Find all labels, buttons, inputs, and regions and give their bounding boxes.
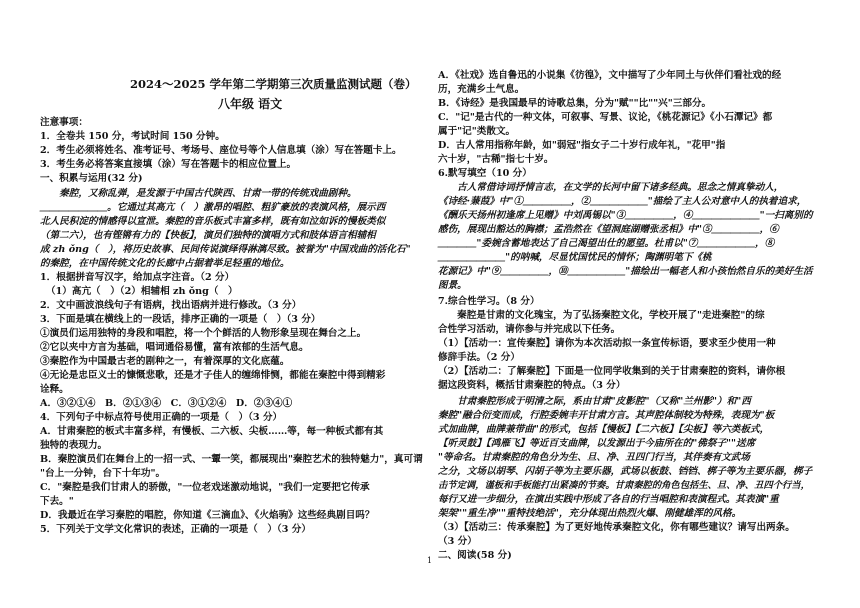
option-line: B．秦腔演员们在舞台上的一招一式、一颦一笑，都展现出"秦腔艺术的独特魅力"，真可谓 [40, 454, 423, 465]
q6-line: 花源记》中"⑨＿＿＿＿＿，⑩＿＿＿＿＿＿"描绘出一幅老人和小孩怡然自乐的美好生活 [438, 266, 813, 277]
passage-line: 的秦腔，在中国传统文化的长廊中占据着举足轻重的地位。 [40, 258, 290, 269]
option-line: 六十岁，"古稀"指七十岁。 [438, 154, 554, 165]
question-3-choices: A．③②①④ B．②①③④ C．③①②④ D．②③④① [40, 398, 293, 409]
task-2-line: 据这段资料，概括甘肃秦腔的特点。（3 分） [438, 380, 626, 391]
passage-line: （第二六），也有铿锵有力的【快板】，演员们独特的演唱方式和肢体语言相辅相 [40, 230, 376, 241]
option-line: 诠释。 [40, 384, 69, 395]
question-2: 2．文中画波浪线句子有语病，找出语病并进行修改。（3 分） [40, 300, 302, 311]
option-line: A．《社戏》选自鲁迅的小说集《彷徨》，文中描写了少年同土与伙伴们看社戏的经 [438, 70, 782, 81]
option-line: 下去。" [40, 496, 74, 507]
option-line: D．我最近在学习秦腔的唱腔，你知道《三滴血》、《火焰驹》这些经典剧目吗？ [40, 510, 375, 521]
q7-intro-line: 合性学习活动，请你参与并完成以下任务。 [438, 324, 621, 335]
question-1-items: （1）高亢（ ）（2）相辅相 zh ǒng（ ） [46, 286, 238, 297]
q6-line: 感伤，展现出豁达的胸襟；孟浩然在《望洞庭湖赠张丞相》中"⑤＿＿＿＿＿，⑥ [438, 224, 779, 235]
question-1: 1．根据拼音写汉字，给加点字注音。（2 分） [40, 272, 235, 283]
material-line: 甘肃秦腔形成于明清之际，系由甘肃"皮影腔"（又称"兰州影"）和"西 [438, 396, 751, 407]
material-line: 击节定调，谨板和手板能打出紧凑的节奏。甘肃秦腔的角色包括生、旦、净、丑四个行当， [438, 480, 810, 491]
question-3: 3．下面是填在横线上的一段话，排序正确的一项是（ ）（3 分） [40, 314, 321, 325]
material-line: 之分，文场以胡琴、闪胡子等为主要乐器，武场以板鼓、铛铛、梆子等为主要乐器，梆子 [438, 466, 813, 477]
page-number: 1 [427, 556, 433, 565]
option-line: D．古人常用指称年龄，如"弱冠"指女子二十岁行成年礼，"花甲"指 [438, 140, 726, 151]
q6-line: 图景。 [438, 280, 467, 291]
passage-line: 秦腔，又称乱弹，是发源于中国古代陕西、甘肃一带的传统戏曲剧种。 [40, 188, 357, 199]
task-3-line: （3 分） [438, 536, 477, 547]
exam-title: 2024～2025 学年第二学期第三次质量监测试题（卷） [130, 77, 417, 91]
passage-line: ＿＿＿＿＿＿＿。它通过其高亢（ ）激昂的唱腔、粗犷豪放的表演风格，展示西 [40, 202, 386, 213]
part1-heading: 一、积累与运用(32 分) [40, 173, 143, 184]
option-line: A．甘肃秦腔的板式丰富多样，有慢板、二六板、尖板……等，每一种板式都有其 [40, 426, 384, 437]
note-item: 1．全卷共 150 分，考试时间 150 分钟。 [40, 131, 225, 142]
option-line: B．《诗经》是我国最早的诗歌总集，分为"赋""比""兴"三部分。 [438, 98, 712, 109]
q6-line: 《诗经·蒹葭》中"①＿＿＿＿＿，②＿＿＿＿＿＿"描绘了主人公对意中人的执着追求， [438, 196, 807, 207]
task-3-line: （3）【活动三：传承秦腔】为了更好地传承秦腔文化，你有哪些建议？请写出两条。 [438, 522, 795, 533]
notes-heading: 注意事项： [40, 117, 88, 128]
option-line: C．"记"是古代的一种文体，可叙事、写景、议论，《桃花源记》《小石潭记》都 [438, 112, 773, 123]
option-line: ②它以夹中方言为基础，唱词通俗易懂，富有浓郁的生活气息。 [40, 342, 309, 353]
question-6: 6.默写填空（10 分） [438, 168, 532, 179]
exam-subtitle: 八年级 语文 [218, 97, 283, 111]
task-2-line: （2）【活动二：了解秦腔】下面是一位同学收集到的关于甘肃秦腔的资料，请你根 [438, 366, 786, 377]
question-5: 5．下列关于文学文化常识的表述，正确的一项是（ ）（3 分） [40, 524, 311, 535]
option-line: 历，充满乡土气息。 [438, 84, 525, 95]
q6-line: 古人常借诗词抒情言志，在文学的长河中留下诸多经典。思念之情真挚动人， [438, 182, 784, 193]
task-1-line: （1）【活动一：宣传秦腔】请你为本次活动拟一条宣传标语，要求至少使用一种 [438, 338, 776, 349]
q6-line: ＿＿＿＿＿＿＿"的呐喊，尽显忧国忧民的情怀；陶渊明笔下《桃 [438, 252, 712, 263]
note-item: 3．考生务必将答案直接填（涂）写在答题卡的相应位置上。 [40, 159, 297, 170]
note-item: 2．考生必须将姓名、准考证号、考场号、座位号等个人信息填（涂）写在答题卡上。 [40, 145, 402, 156]
q6-line: ＿＿＿＿"委婉含蓄地表达了自己渴望出仕的愿望。杜甫以"⑦＿＿＿＿＿＿，⑧ [438, 238, 775, 249]
option-line: C．"秦腔是我们甘肃人的骄傲，"一位老戏迷激动地说，"我们一定要把它传承 [40, 482, 370, 493]
option-line: 属于"记"类散文。 [438, 126, 516, 137]
passage-line: 北人民积淀的情感得以宣泄。秦腔的音乐板式丰富多样，既有如泣如诉的慢板类似 [40, 216, 386, 227]
material-line: 架架""重生净""重特技绝活"，充分体现出热烈火爆、刚健雄浑的风格。 [438, 508, 742, 519]
option-line: "台上一分钟，台下十年功"。 [40, 468, 166, 479]
option-line: ④无论是忠臣义士的慷慨悲歌，还是才子佳人的缠绵悱恻，都能在秦腔中得到精彩 [40, 370, 386, 381]
option-line: ③秦腔作为中国最古老的剧种之一，有着深厚的文化底蕴。 [40, 356, 290, 367]
q7-intro-line: 秦腔是甘肃的文化瑰宝，为了弘扬秦腔文化，学校开展了"走进秦腔"的综 [438, 310, 765, 321]
material-line: 每行又进一步细分，在演出实践中形成了各自的行当唱腔和表演程式。其表演"重 [438, 494, 779, 505]
q6-line: 《酬乐天扬州初逢席上见赠》中刘禹锡以"③＿＿＿＿＿，④＿＿＿＿＿＿＿"一扫离别的 [438, 210, 813, 221]
material-line: 秦腔"融合衍变而成，行腔委婉丰开甘肃方言。其声腔体制较为特殊，表现为"板 [438, 410, 775, 421]
passage-line: 成 zh ǒng（ ），将历史故事、民间传说演绎得淋漓尽致。被誉为"中国戏曲的活化石" [40, 244, 411, 255]
option-line: 独特的表现力。 [40, 440, 108, 451]
material-line: 【听灵鼓】【鸿雁飞】等近百支曲牌，以发源出于今庙所在的"佛祭子""送席 [438, 438, 756, 449]
material-line: "等命名。甘肃秦腔的角色分为生、旦、净、丑四门行当，其伴奏有文武场 [438, 452, 750, 463]
option-line: ①演员们运用独特的身段和唱腔，将一个个鲜活的人物形象呈现在舞台之上。 [40, 328, 367, 339]
task-1-line: 修辞手法。（2 分） [438, 352, 520, 363]
material-line: 式加曲牌，曲牌兼带曲"的形式，包括【慢板】【二六板】【尖板】等六类板式， [438, 424, 770, 435]
question-7: 7.综合性学习。（8 分） [438, 296, 540, 307]
part2-heading: 二、阅读(58 分) [438, 550, 512, 561]
question-4: 4．下列句子中标点符号使用正确的一项是（ ）（3 分） [40, 412, 283, 423]
